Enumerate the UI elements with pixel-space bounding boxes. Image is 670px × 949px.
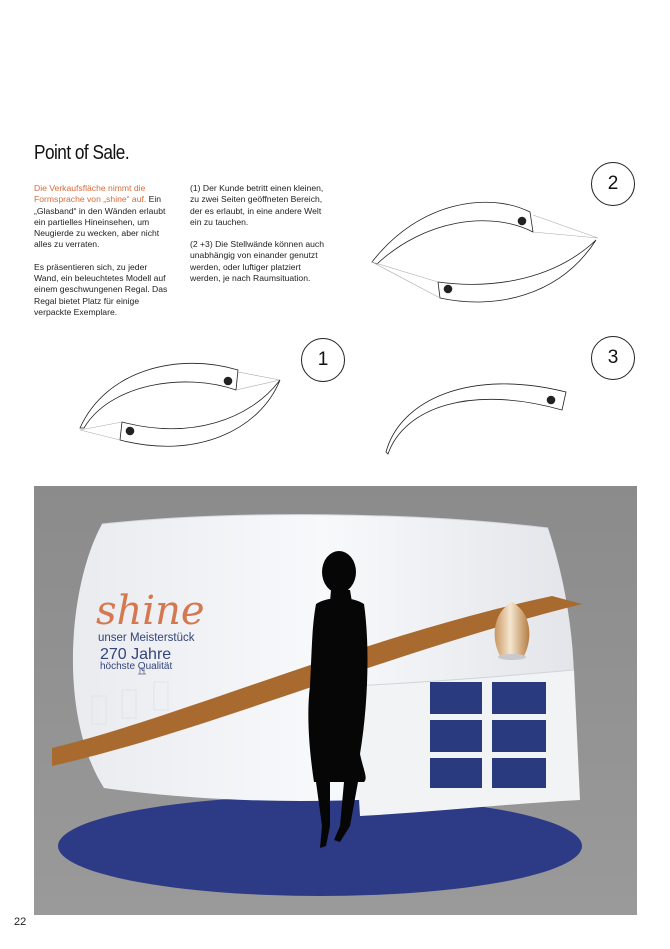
diagram-number-2: 2 — [591, 162, 635, 206]
shelf-paragraph: Es präsentieren sich, zu jeder Wand, ein beleuchtetes Modell auf einem geschwungenen Regal. Das Regal bietet Platz für einige verpackte Exemplare. — [34, 261, 168, 317]
stand-render — [34, 486, 637, 915]
variant-1-paragraph: (1) Der Kunde betritt einen kleinen, zu zwei Seiten geöffneten Bereich, der es erlaubt, in eine andere Welt ein zu tauchen. — [190, 183, 324, 227]
display-spot-1b — [126, 427, 135, 436]
page-number: 22 — [14, 916, 27, 928]
floor-plan-3 — [386, 384, 566, 454]
shelf-box — [492, 720, 546, 752]
shelf-box — [430, 720, 482, 752]
display-spot-2a — [518, 217, 527, 226]
page-title: Point of Sale. — [34, 142, 130, 164]
display-spot-2b — [444, 285, 453, 294]
glass-band-2-upper — [533, 215, 598, 238]
floor-plan-2 — [372, 202, 598, 302]
diagram-number-3: 3 — [591, 336, 635, 380]
shelf-box — [492, 682, 546, 714]
diagram-number-1: 1 — [301, 338, 345, 382]
intro-accent-text: Die Verkaufsfläche nimmt die Formsprache von „shine“ auf. — [34, 183, 147, 205]
quality-text: höchste Qualität — [100, 661, 173, 672]
curved-wall-1-lower — [120, 380, 280, 446]
glass-band-2-lower — [372, 262, 440, 298]
brand-logo: shine — [96, 588, 205, 634]
shelf-box — [430, 682, 482, 714]
display-spot-3 — [547, 396, 556, 405]
glass-band-1-upper — [236, 372, 280, 390]
model-base — [498, 654, 526, 660]
shelf-box — [430, 758, 482, 788]
shelf-box — [492, 758, 546, 788]
curved-wall-1-upper — [80, 363, 238, 428]
variant-2-3-paragraph: (2 +3) Die Stellwände können auch unabhängig von einander genutzt werden, oder luftiger platziert werden, je nach Raumsituation. — [190, 239, 325, 284]
curved-wall-2-lower — [438, 240, 596, 302]
tagline-text: unser Meisterstück — [98, 632, 195, 644]
intro-body-text: Ein „Glasband“ in den Wänden erlaubt ein partielles Hineinsehen, um Neugierde zu wecken, aber nicht alles zu verraten. — [34, 194, 166, 250]
curved-wall-2-upper — [372, 202, 533, 264]
floor-plan-1 — [80, 363, 280, 446]
curved-wall-3 — [386, 384, 566, 454]
stand-render-svg — [34, 486, 637, 915]
display-spot-1a — [224, 377, 233, 386]
anniversary-text: 270 Jahre — [100, 646, 172, 663]
